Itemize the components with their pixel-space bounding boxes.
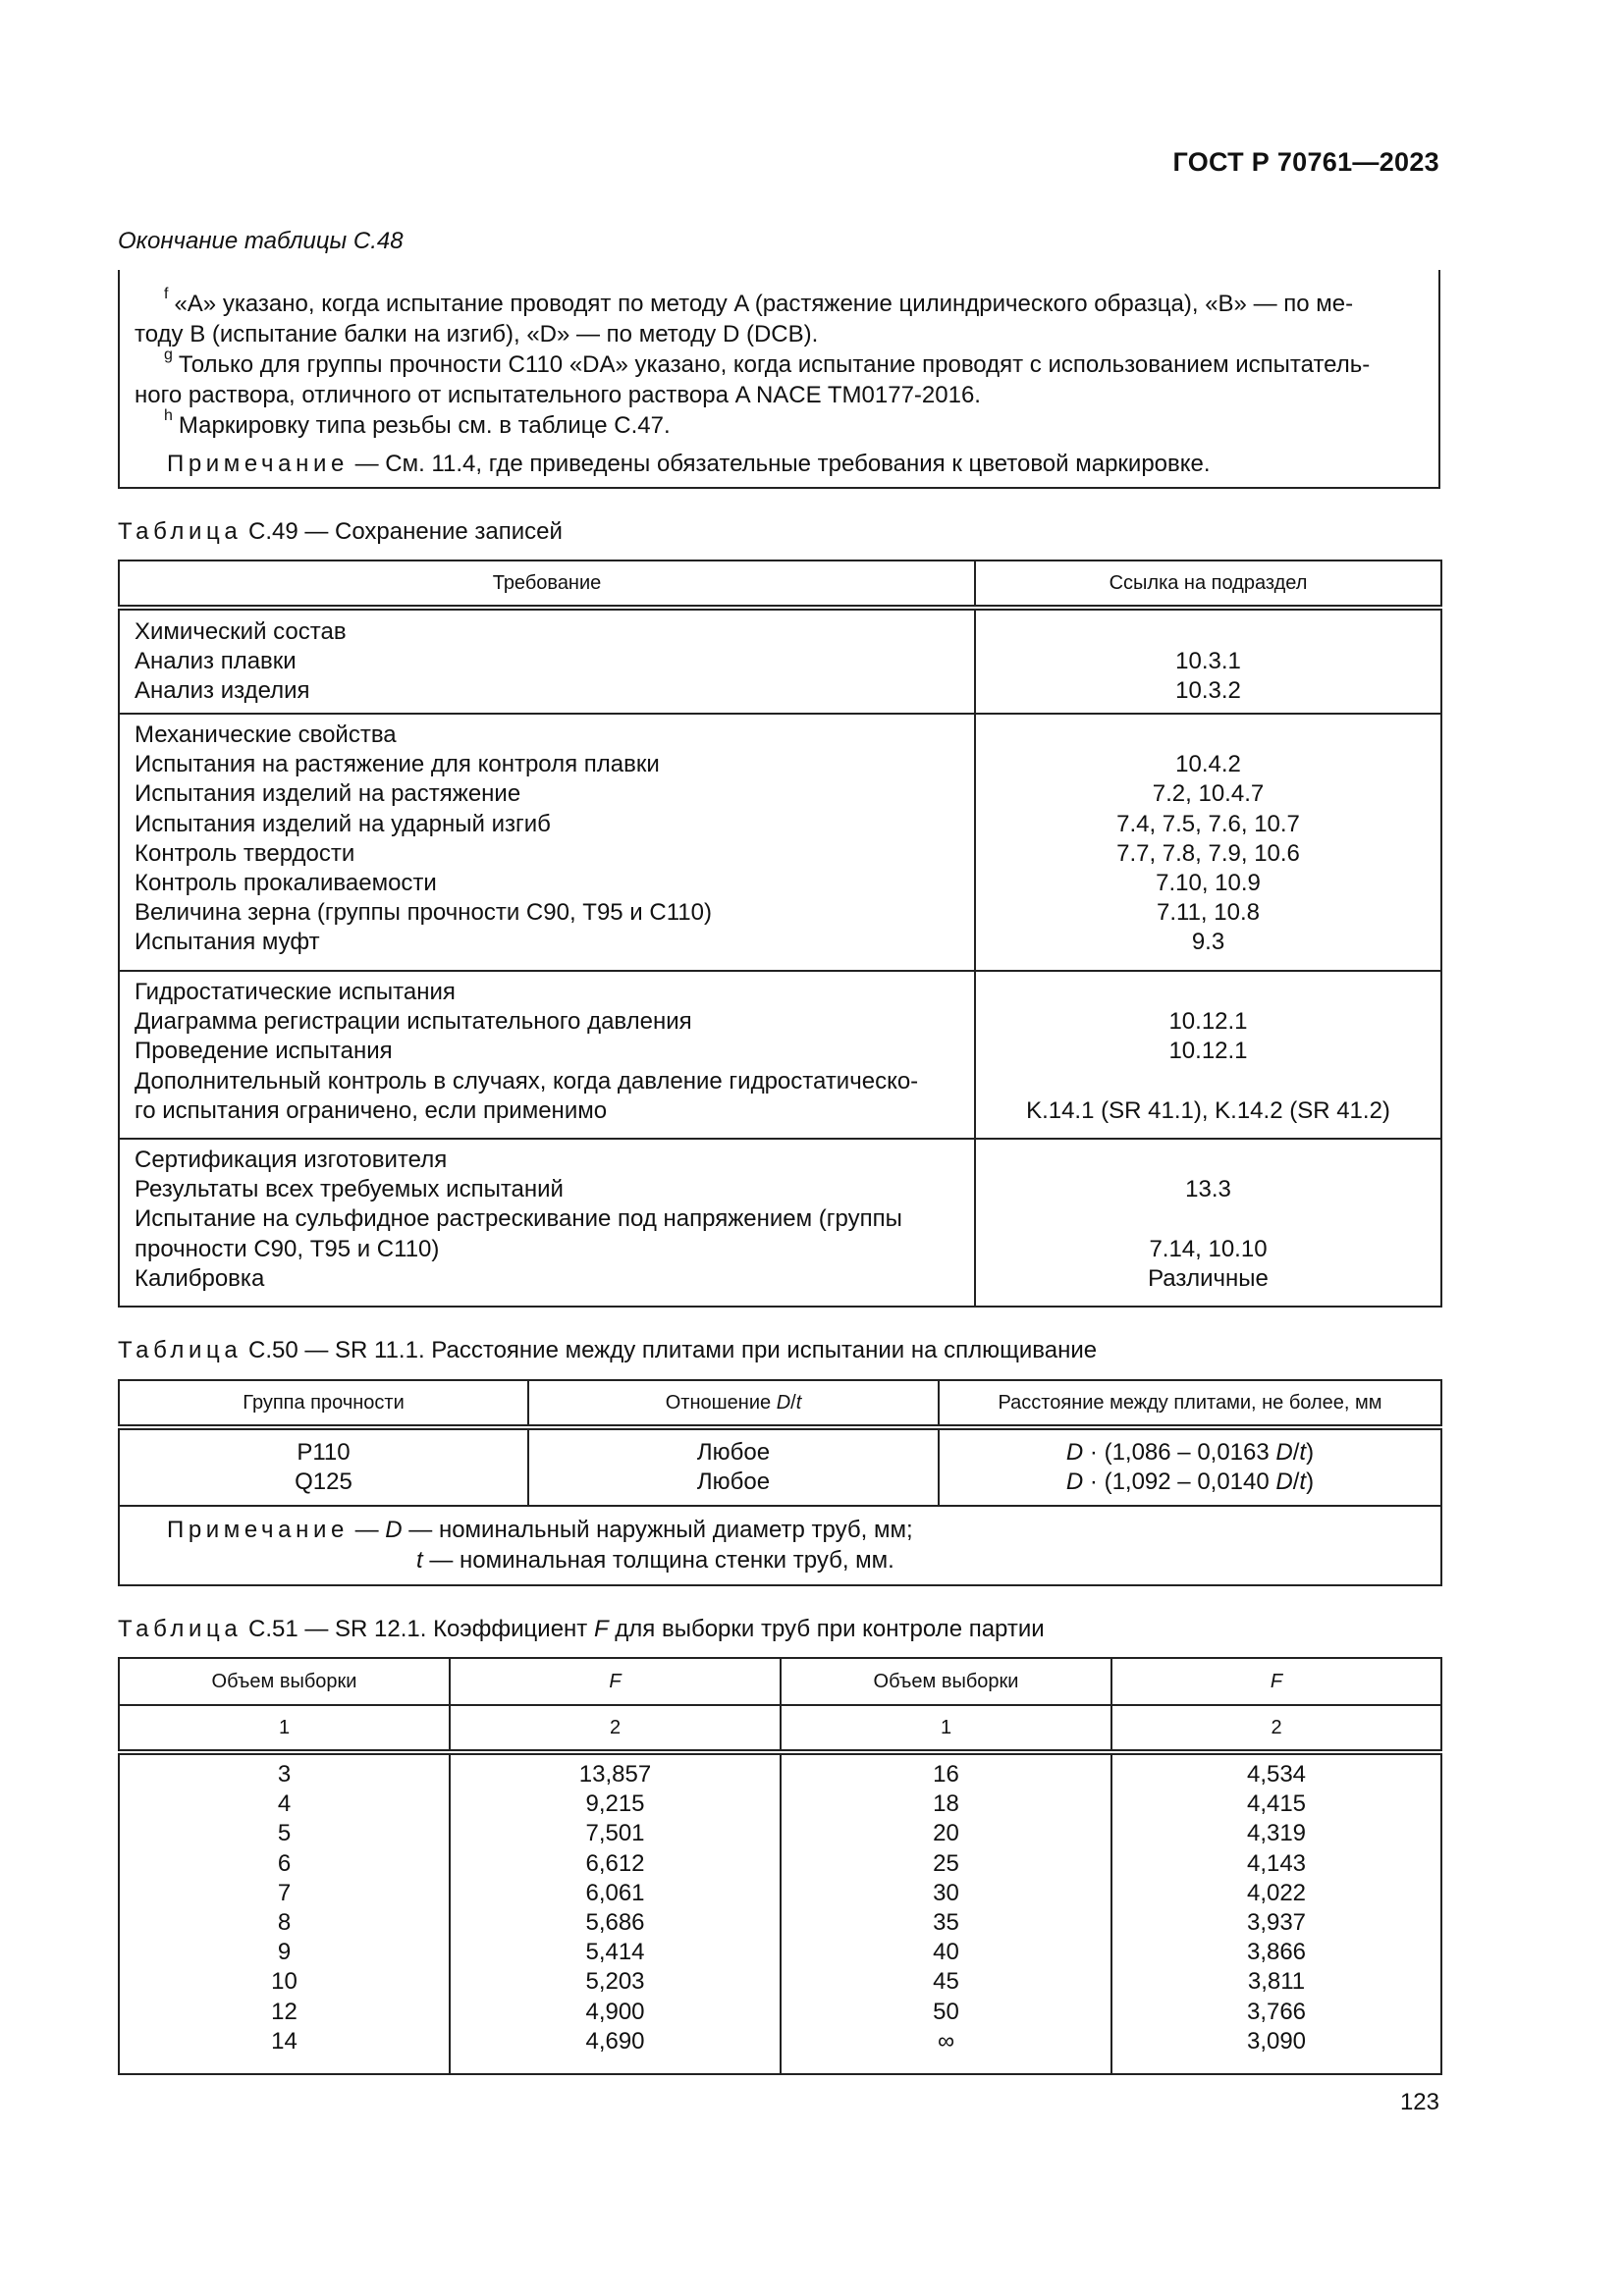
table-c50-note: [119, 1506, 1441, 1585]
requirement-line: Сертификация изготовителя: [135, 1147, 448, 1173]
formula-mid: · (1,092 – 0,0140: [1083, 1468, 1276, 1495]
note-label: Примечание: [167, 1517, 349, 1544]
value: 6,612: [585, 1849, 645, 1877]
value: 40: [933, 1939, 959, 1966]
col-header-sample-size: Объем выборки: [781, 1658, 1111, 1705]
reference-line: Различные: [1148, 1264, 1269, 1292]
group-value: P110: [297, 1438, 351, 1466]
col-header-strength-group: Группа прочности: [119, 1380, 528, 1427]
table-c51-caption: [118, 1616, 1045, 1643]
reference-line: [976, 1067, 1440, 1096]
requirement-line: Диаграмма регистрации испытательного давления: [135, 1008, 692, 1036]
requirement-line: прочности С90, Т95 и С110): [135, 1235, 440, 1262]
reference-line: 7.10, 10.9: [1156, 870, 1261, 897]
value: 20: [933, 1820, 959, 1847]
col-header-f: [450, 1658, 781, 1705]
reference-line: 10.12.1: [1168, 1008, 1248, 1036]
table-c49: [118, 560, 1442, 1308]
value: 5,414: [585, 1939, 645, 1966]
f-value-cell: [1111, 1752, 1441, 2074]
reference-line: 13.3: [1185, 1176, 1231, 1203]
value: 30: [933, 1879, 959, 1906]
reference-line: [976, 1146, 1440, 1175]
value: 4,143: [1246, 1849, 1307, 1877]
value: 4,690: [585, 2027, 645, 2055]
requirement-line: Анализ изделия: [135, 677, 310, 705]
note-label: Примечание: [167, 451, 349, 477]
var-t: t: [416, 1546, 423, 1574]
ratio-sep: /: [790, 1391, 796, 1414]
value: 4,022: [1246, 1879, 1307, 1906]
requirement-cell: [119, 971, 975, 1139]
requirement-line: Испытания муфт: [135, 929, 320, 956]
var-F: F: [593, 1616, 609, 1642]
value: 7: [277, 1879, 292, 1906]
requirement-line: Химический состав: [135, 618, 347, 645]
reference-cell: [975, 1139, 1441, 1307]
footnote-f: [135, 283, 1353, 349]
requirement-line: Механические свойства: [135, 721, 397, 748]
table-row: [119, 971, 1441, 1139]
value: 7,501: [585, 1820, 645, 1847]
var-t: t: [795, 1391, 802, 1414]
col-header-f: [1111, 1658, 1441, 1705]
col-header-reference: Ссылка на подраздел: [975, 561, 1441, 608]
value: 6: [277, 1849, 292, 1877]
value: 8: [277, 1909, 292, 1937]
footnote-mark: g: [164, 347, 173, 363]
reference-line: 7.2, 10.4.7: [1152, 780, 1265, 808]
formula-end: ): [1306, 1468, 1315, 1495]
reference-line: 10.12.1: [1168, 1038, 1248, 1065]
footnote-text: Только для группы прочности С110 «DA» указано, когда испытание проводят с использованием испытатель-: [178, 351, 1371, 378]
ratio-value: Любое: [696, 1468, 771, 1495]
value: 5,686: [585, 1909, 645, 1937]
reference-line: 10.3.1: [1175, 648, 1241, 675]
reference-line: 7.7, 7.8, 7.9, 10.6: [1116, 839, 1300, 867]
var-D: D: [1065, 1438, 1084, 1466]
requirement-line: Величина зерна (группы прочности С90, Т95 и С110): [135, 899, 712, 927]
caption-text: С.50 — SR 11.1. Расстояние между плитами при испытании на сплющивание: [242, 1337, 1098, 1363]
value: 9: [277, 1939, 292, 1966]
table-c51: [118, 1657, 1442, 2075]
distance-formula: [940, 1438, 1440, 1468]
table-row: [119, 714, 1441, 971]
table-c48-notes-box: [118, 270, 1440, 489]
requirement-line: Анализ плавки: [135, 648, 297, 675]
requirement-line: Результаты всех требуемых испытаний: [135, 1176, 564, 1203]
table-row: [119, 1139, 1441, 1307]
reference-cell: [975, 608, 1441, 714]
value: 25: [933, 1849, 959, 1877]
value: 4,319: [1246, 1820, 1307, 1847]
requirement-line: Калибровка: [135, 1264, 265, 1292]
requirement-line: го испытания ограничено, если применимо: [135, 1096, 608, 1124]
caption-text: С.51 — SR 12.1. Коэффициент: [242, 1616, 594, 1642]
reference-line: 7.4, 7.5, 7.6, 10.7: [1116, 810, 1300, 837]
requirement-line: Проведение испытания: [135, 1038, 393, 1065]
col-header-requirement: Требование: [119, 561, 975, 608]
col-number: 1: [781, 1705, 1111, 1752]
table-row: [119, 608, 1441, 714]
note-text: — См. 11.4, где приведены обязательные требования к цветовой маркировке.: [348, 451, 1211, 477]
value: 16: [933, 1761, 959, 1788]
reference-line: 7.14, 10.10: [1149, 1235, 1268, 1262]
footnote-text: тоду B (испытание балки на изгиб), «D» — по методу D (DCB).: [135, 321, 819, 347]
col-number: 2: [450, 1705, 781, 1752]
var-D: D: [1275, 1438, 1293, 1466]
sample-size-cell: [119, 1752, 450, 2074]
reference-line: 10.3.2: [1175, 677, 1241, 705]
var-D: D: [776, 1391, 791, 1414]
requirement-line: Гидростатические испытания: [135, 979, 456, 1005]
var-F: F: [609, 1670, 622, 1692]
reference-line: [976, 1204, 1440, 1234]
requirement-line: Контроль прокаливаемости: [135, 870, 437, 897]
requirement-cell: [119, 1139, 975, 1307]
requirement-cell: [119, 714, 975, 971]
table-row: [119, 1427, 1441, 1506]
table-number-row: [119, 1705, 1441, 1752]
formula-end: ): [1306, 1438, 1315, 1466]
value: 12: [271, 1998, 298, 2025]
value: 50: [933, 1998, 959, 2025]
requirement-line: Испытания изделий на растяжение: [135, 780, 521, 808]
value: ∞: [937, 2027, 955, 2055]
table-c50-caption: [118, 1337, 1097, 1364]
footnote-g: [135, 344, 1370, 410]
footnote-mark: f: [164, 286, 169, 302]
table-c50: [118, 1379, 1442, 1586]
value: 4,415: [1246, 1790, 1307, 1818]
value: 13,857: [578, 1761, 652, 1788]
ratio-value: Любое: [696, 1438, 771, 1466]
caption-text: С.49 — Сохранение записей: [242, 518, 563, 545]
footnote-text: ного раствора, отличного от испытательного раствора A NACE TM0177-2016.: [135, 382, 981, 408]
value: 4: [277, 1790, 292, 1818]
table-row: [119, 1752, 1441, 2074]
reference-line: 10.4.2: [1175, 751, 1241, 778]
value: 3: [277, 1761, 292, 1788]
value: 35: [933, 1909, 959, 1937]
value: 14: [271, 2027, 298, 2055]
sample-size-cell: [781, 1752, 1111, 2074]
reference-line: K.14.1 (SR 41.1), K.14.2 (SR 41.2): [1026, 1096, 1390, 1124]
value: 18: [933, 1790, 959, 1818]
reference-line: [976, 978, 1440, 1007]
footnote-text: Маркировку типа резьбы см. в таблице С.47.: [178, 412, 671, 439]
col-header-sample-size: Объем выборки: [119, 1658, 450, 1705]
value: 45: [933, 1968, 959, 1996]
page-number: 123: [1399, 2089, 1439, 2115]
reference-line: 9.3: [1191, 929, 1225, 956]
standard-code: ГОСТ Р 70761—2023: [1172, 147, 1439, 177]
value: 4,900: [585, 1998, 645, 2025]
value: 5,203: [585, 1968, 645, 1996]
strength-group-cell: [119, 1427, 528, 1506]
var-t: t: [1299, 1468, 1307, 1495]
requirement-line: Испытания на растяжение для контроля плавки: [135, 751, 660, 778]
value: 10: [271, 1968, 298, 1996]
note-dash: —: [348, 1517, 386, 1544]
table-c48-continuation-title: Окончание таблицы С.48: [118, 228, 404, 254]
var-F: F: [1270, 1670, 1283, 1692]
var-D: D: [1065, 1468, 1084, 1495]
ratio-cell: [528, 1427, 939, 1506]
f-value-cell: [450, 1752, 781, 2074]
reference-line: 7.11, 10.8: [1157, 899, 1260, 927]
distance-formula: [940, 1468, 1440, 1497]
requirement-line: Дополнительный контроль в случаях, когда давление гидростатическо-: [135, 1067, 919, 1095]
reference-cell: [975, 971, 1441, 1139]
caption-label: Таблица: [118, 1616, 243, 1642]
requirement-cell: [119, 608, 975, 714]
col-number: 1: [119, 1705, 450, 1752]
formula-slash: /: [1292, 1468, 1300, 1495]
value: 3,090: [1246, 2027, 1307, 2055]
ratio-prefix: Отношение: [665, 1391, 777, 1414]
col-number: 2: [1111, 1705, 1441, 1752]
footnote-h: [135, 404, 671, 441]
value: 6,061: [585, 1879, 645, 1906]
col-header-distance: Расстояние между плитами, не более, мм: [939, 1380, 1441, 1427]
table-header-row: [119, 561, 1441, 608]
value: 3,811: [1247, 1968, 1306, 1996]
reference-cell: [975, 714, 1441, 971]
table-c48-note: [167, 449, 1211, 479]
footnote-mark: h: [164, 407, 173, 424]
distance-cell: [939, 1427, 1441, 1506]
requirement-line: Испытания изделий на ударный изгиб: [135, 810, 551, 837]
requirement-line: Испытание на сульфидное растрескивание под напряжением (группы: [135, 1205, 902, 1233]
caption-label: Таблица: [118, 518, 243, 545]
note-text: — номинальная толщина стенки труб, мм.: [422, 1546, 894, 1574]
footnote-text: «A» указано, когда испытание проводят по методу A (растяжение цилиндрического образца), «B» — по ме-: [174, 291, 1354, 317]
caption-label: Таблица: [118, 1337, 243, 1363]
requirement-line: Контроль твердости: [135, 839, 355, 867]
table-note-row: [119, 1506, 1441, 1585]
formula-slash: /: [1292, 1438, 1300, 1466]
reference-line: [976, 617, 1440, 647]
value: 3,866: [1246, 1939, 1307, 1966]
value: 3,937: [1246, 1909, 1307, 1937]
value: 3,766: [1246, 1998, 1307, 2025]
col-header-ratio: [528, 1380, 939, 1427]
var-t: t: [1299, 1438, 1307, 1466]
reference-line: [976, 721, 1440, 750]
value: 4,534: [1246, 1761, 1307, 1788]
table-header-row: [119, 1380, 1441, 1427]
table-header-row: [119, 1658, 1441, 1705]
group-value: Q125: [295, 1468, 352, 1495]
formula-mid: · (1,086 – 0,0163: [1083, 1438, 1276, 1466]
value: 9,215: [585, 1790, 645, 1818]
var-D: D: [385, 1517, 403, 1544]
value: 5: [277, 1820, 292, 1847]
note-text: — номинальный наружный диаметр труб, мм;: [402, 1517, 913, 1544]
var-D: D: [1275, 1468, 1293, 1495]
caption-text: для выборки труб при контроле партии: [608, 1616, 1045, 1642]
table-c49-caption: [118, 518, 563, 546]
